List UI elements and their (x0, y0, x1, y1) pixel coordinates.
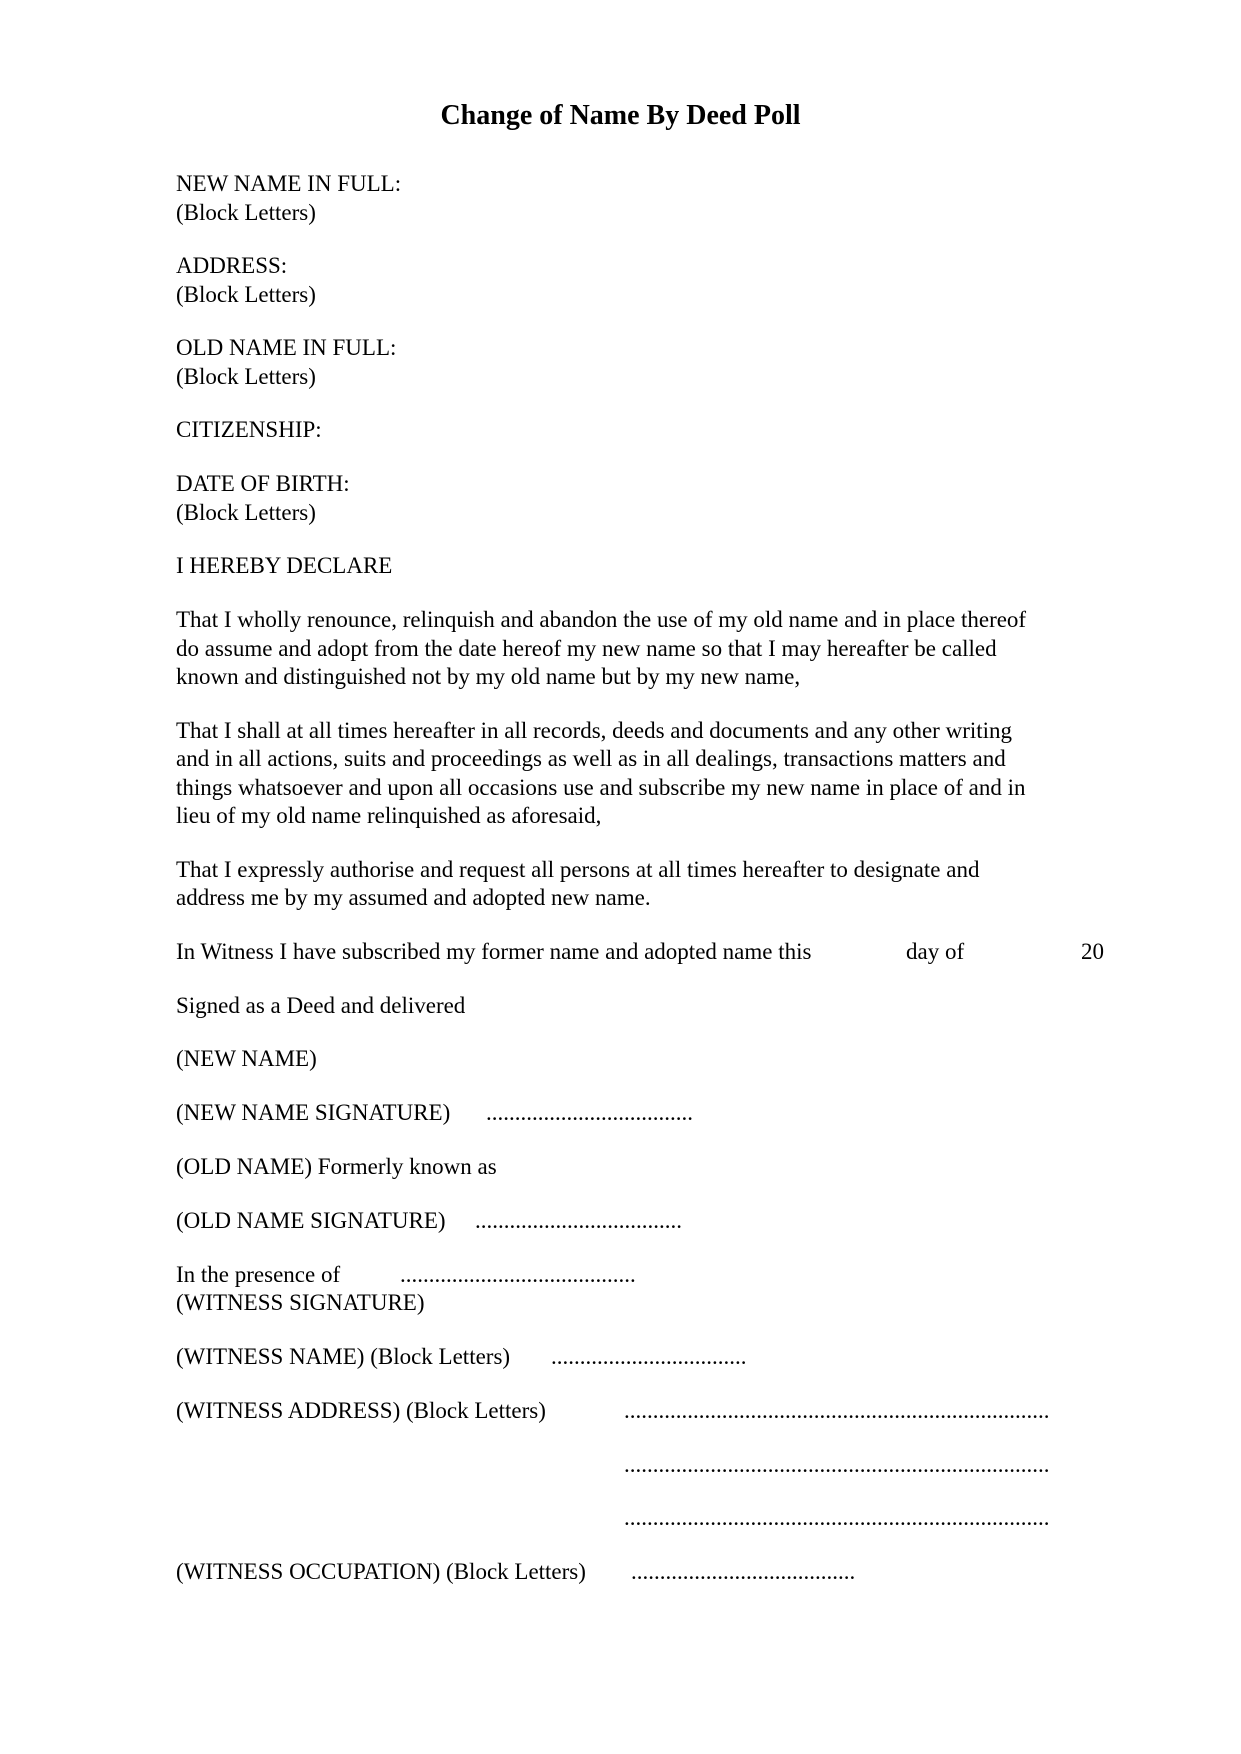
old-name-signature-line[interactable]: .................................... (475, 1208, 682, 1233)
new-name-note: (Block Letters) (176, 200, 316, 225)
declare-heading: I HEREBY DECLARE (176, 553, 393, 578)
witness-occupation-label: (WITNESS OCCUPATION) (Block Letters) (176, 1559, 586, 1584)
address-label: ADDRESS: (176, 253, 288, 278)
paragraph-1-line: known and distinguished not by my old name but by my new name, (176, 664, 801, 689)
old-name-signature-label: (OLD NAME SIGNATURE) (176, 1208, 446, 1233)
paragraph-3-line: That I expressly authorise and request all persons at all times hereafter to designate and (176, 857, 980, 882)
old-name-note: (Block Letters) (176, 364, 316, 389)
witness-year: 20 (1081, 939, 1104, 964)
witness-address-line[interactable]: .......................................................................... (624, 1505, 1050, 1530)
witness-name-label: (WITNESS NAME) (Block Letters) (176, 1344, 511, 1369)
paragraph-2-line: things whatsoever and upon all occasions use and subscribe my new name in place of and in (176, 775, 1026, 800)
paragraph-1-line: do assume and adopt from the date hereof my new name so that I may hereafter be called (176, 636, 997, 661)
witness-day-of: day of (906, 939, 965, 964)
witness-occupation-line[interactable]: ....................................... (631, 1559, 856, 1584)
witness-signature-line[interactable]: ......................................... (400, 1262, 636, 1287)
presence-label: In the presence of (176, 1262, 341, 1287)
address-note: (Block Letters) (176, 282, 316, 307)
new-name-signature-line[interactable]: .................................... (486, 1100, 693, 1125)
witness-line-text: In Witness I have subscribed my former name and adopted name this (176, 939, 812, 964)
witness-address-label: (WITNESS ADDRESS) (Block Letters) (176, 1398, 546, 1423)
new-name-signature-label: (NEW NAME SIGNATURE) (176, 1100, 451, 1125)
new-name-label: NEW NAME IN FULL: (176, 171, 402, 196)
paragraph-2-line: and in all actions, suits and proceedings as well as in all dealings, transactions matters and (176, 746, 1006, 771)
paragraph-1-line: That I wholly renounce, relinquish and abandon the use of my old name and in place thereof (176, 607, 1027, 632)
paragraph-2-line: That I shall at all times hereafter in all records, deeds and documents and any other writing (176, 718, 1013, 743)
witness-name-line[interactable]: .................................. (551, 1344, 747, 1369)
page-title: Change of Name By Deed Poll (440, 100, 801, 131)
paragraph-2-line: lieu of my old name relinquished as aforesaid, (176, 803, 602, 828)
witness-signature-label: (WITNESS SIGNATURE) (176, 1290, 425, 1315)
witness-address-line[interactable]: .......................................................................... (624, 1398, 1050, 1423)
dob-label: DATE OF BIRTH: (176, 471, 350, 496)
new-name-caption: (NEW NAME) (176, 1046, 317, 1071)
paragraph-3-line: address me by my assumed and adopted new name. (176, 885, 651, 910)
citizenship-label: CITIZENSHIP: (176, 417, 322, 442)
old-name-caption: (OLD NAME) Formerly known as (176, 1154, 497, 1179)
dob-note: (Block Letters) (176, 500, 316, 525)
signed-line: Signed as a Deed and delivered (176, 993, 466, 1018)
witness-address-line[interactable]: .......................................................................... (624, 1452, 1050, 1477)
old-name-label: OLD NAME IN FULL: (176, 335, 397, 360)
